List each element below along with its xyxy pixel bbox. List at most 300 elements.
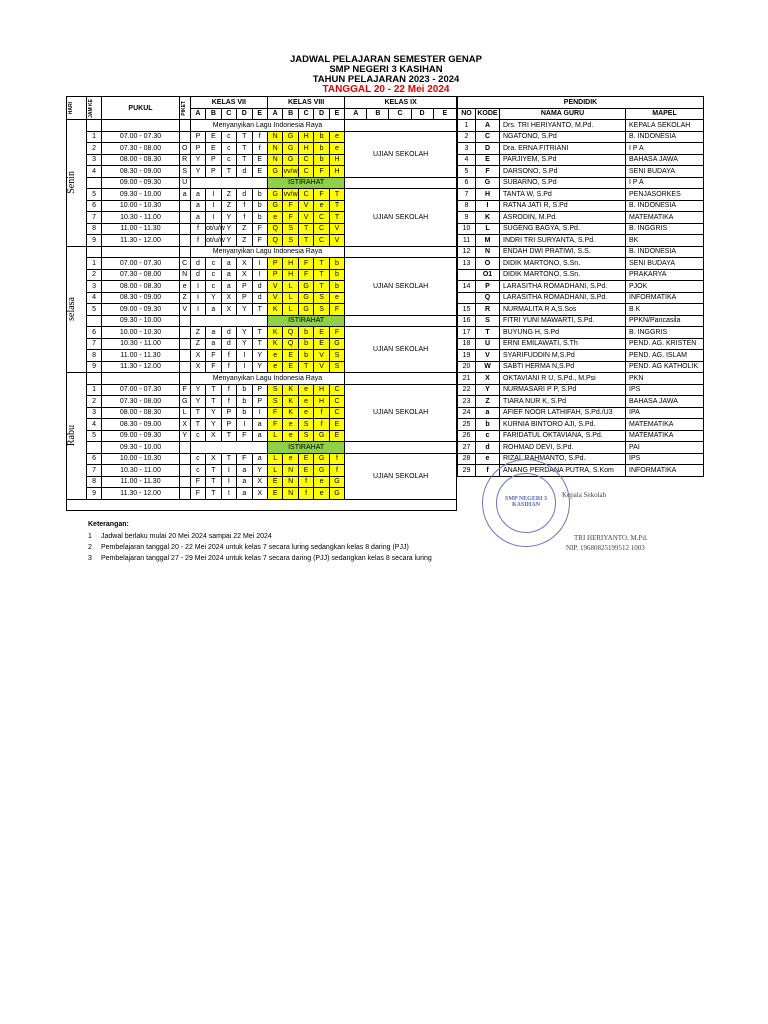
teacher-mapel: BAHASA JAWA xyxy=(626,154,704,166)
subject-code-cell: T xyxy=(298,361,313,373)
piket-cell: a xyxy=(179,189,190,201)
jam-cell: 7 xyxy=(86,465,101,477)
teacher-no: 4 xyxy=(458,154,476,166)
teacher-mapel: B. INGGRIS xyxy=(626,223,704,235)
subject-code-cell: P xyxy=(190,131,205,143)
subject-code-cell: F xyxy=(298,258,313,270)
col-nama: NAMA GURU xyxy=(500,108,626,120)
subject-code-cell: X xyxy=(206,430,221,442)
pukul-cell: 10.00 - 10.30 xyxy=(102,200,179,212)
subject-code-cell: T xyxy=(252,304,267,316)
teacher-nama: DIDIK MARTONO, S.Sn. xyxy=(500,269,626,281)
subject-code-cell: Y xyxy=(221,212,236,224)
teacher-nama: ANANG PERDANA PUTRA, S.Kom xyxy=(500,465,626,477)
subject-code-cell: E xyxy=(283,361,298,373)
pukul-cell: 10.30 - 11.00 xyxy=(102,212,179,224)
class-letter: B xyxy=(367,108,389,120)
teacher-kode: Y xyxy=(476,384,500,396)
subject-code-cell: F xyxy=(283,200,298,212)
break-k9 xyxy=(345,442,457,454)
subject-code-cell: P xyxy=(267,258,282,270)
subject-code-cell: X xyxy=(252,488,267,500)
teacher-no: 22 xyxy=(458,384,476,396)
subject-code-cell: E xyxy=(329,430,344,442)
subject-code-cell: E xyxy=(206,143,221,155)
subject-code-cell: E xyxy=(314,338,329,350)
subject-code-cell: Y xyxy=(206,407,221,419)
teacher-no xyxy=(458,292,476,304)
pukul-cell: 09.30 - 10.00 xyxy=(102,189,179,201)
teacher-row xyxy=(458,143,704,155)
teacher-row xyxy=(458,154,704,166)
piket-cell xyxy=(179,453,190,465)
teacher-no: 1 xyxy=(458,120,476,132)
kelas9-blank xyxy=(345,246,457,258)
class-letter: E xyxy=(252,108,267,120)
break-k7 xyxy=(190,442,267,454)
subject-code-cell: I xyxy=(190,304,205,316)
subject-code-cell: F xyxy=(206,361,221,373)
jam-cell xyxy=(86,373,101,385)
teacher-row xyxy=(458,131,704,143)
subject-code-cell: N xyxy=(283,488,298,500)
teacher-no: 5 xyxy=(458,166,476,178)
teacher-row xyxy=(458,200,704,212)
break-note: ISTIRAHAT xyxy=(267,177,344,189)
subject-code-cell: T xyxy=(329,212,344,224)
subject-code-cell: f xyxy=(329,453,344,465)
teacher-mapel: PEND. AG. KRISTEN xyxy=(626,338,704,350)
class-letter: D xyxy=(237,108,252,120)
subject-code-cell: b xyxy=(314,131,329,143)
title-line-3: TAHUN PELAJARAN 2023 - 2024 xyxy=(312,74,460,85)
pukul-cell: 11.30 - 12.00 xyxy=(102,488,179,500)
piket-cell xyxy=(179,442,190,454)
teacher-kode: L xyxy=(476,223,500,235)
teacher-mapel: INFORMATIKA xyxy=(626,292,704,304)
teacher-mapel: PAI xyxy=(626,442,704,454)
teacher-mapel: MATEMATIKA xyxy=(626,212,704,224)
teacher-row xyxy=(458,235,704,247)
subject-code-cell: N xyxy=(267,131,282,143)
teacher-kode: c xyxy=(476,430,500,442)
subject-code-cell: e xyxy=(267,361,282,373)
pukul-cell: 08.30 - 09.00 xyxy=(102,166,179,178)
subject-code-cell: C xyxy=(298,189,313,201)
subject-code-cell: G xyxy=(267,166,282,178)
subject-code-cell: T xyxy=(190,407,205,419)
teacher-kode: T xyxy=(476,327,500,339)
subject-code-cell: S xyxy=(283,235,298,247)
teacher-nama: ERNI EMILAWATI, S.Th xyxy=(500,338,626,350)
teacher-nama: TIARA NUR K, S.Pd xyxy=(500,396,626,408)
subject-code-cell: H xyxy=(329,154,344,166)
subject-code-cell: T xyxy=(298,235,313,247)
teacher-nama: NURMALITA R A,S.Sos xyxy=(500,304,626,316)
subject-code-cell: e xyxy=(298,407,313,419)
subject-code-cell: b xyxy=(314,154,329,166)
teacher-mapel: PJOK xyxy=(626,281,704,293)
subject-code-cell: a xyxy=(221,281,236,293)
subject-code-cell: I xyxy=(252,269,267,281)
subject-code-cell: I xyxy=(206,200,221,212)
subject-code-cell: a xyxy=(190,212,205,224)
exam-note: UJIAN SEKOLAH xyxy=(345,453,457,499)
jam-cell: 9 xyxy=(86,361,101,373)
exam-note: UJIAN SEKOLAH xyxy=(345,258,457,316)
subject-code-cell: Y xyxy=(221,223,236,235)
jam-cell xyxy=(86,120,101,132)
col-jam-label: JAM KE xyxy=(87,98,94,118)
col-kelas7: KELAS VII xyxy=(190,97,267,109)
teacher-mapel: PKN xyxy=(626,373,704,385)
break-note: ISTIRAHAT xyxy=(267,315,344,327)
subject-code-cell: b xyxy=(329,258,344,270)
subject-code-cell: G xyxy=(298,304,313,316)
subject-code-cell: K xyxy=(283,396,298,408)
teacher-no: 24 xyxy=(458,407,476,419)
subject-code-cell: V xyxy=(314,350,329,362)
subject-code-cell: d xyxy=(252,292,267,304)
class-letter: B xyxy=(283,108,298,120)
teacher-kode: f xyxy=(476,465,500,477)
teacher-kode: M xyxy=(476,235,500,247)
teacher-row xyxy=(458,442,704,454)
subject-code-cell: F xyxy=(314,166,329,178)
col-pendidik: PENDIDIK xyxy=(458,97,704,109)
subject-code-cell: C xyxy=(298,166,313,178)
subject-code-cell: Y xyxy=(206,292,221,304)
teacher-nama: FARIDATUL OKTAVIANA, S.Pd. xyxy=(500,430,626,442)
anthem-row xyxy=(67,120,457,132)
jam-cell: 8 xyxy=(86,476,101,488)
subject-code-cell: S xyxy=(267,396,282,408)
subject-code-cell: f xyxy=(237,200,252,212)
break-k9 xyxy=(345,315,457,327)
subject-code-cell: G xyxy=(283,154,298,166)
teacher-no: 12 xyxy=(458,246,476,258)
subject-code-cell: Q xyxy=(267,235,282,247)
subject-code-cell: d xyxy=(252,281,267,293)
subject-code-cell: G xyxy=(314,465,329,477)
subject-code-cell: a xyxy=(190,200,205,212)
jam-cell: 3 xyxy=(86,154,101,166)
subject-code-cell: P xyxy=(237,292,252,304)
teacher-kode: A xyxy=(476,120,500,132)
teacher-kode: W xyxy=(476,361,500,373)
subject-code-cell: c xyxy=(221,131,236,143)
class-letter: D xyxy=(314,108,329,120)
teacher-mapel: B K xyxy=(626,304,704,316)
teacher-kode: H xyxy=(476,189,500,201)
subject-code-cell: I xyxy=(252,407,267,419)
teacher-no: 27 xyxy=(458,442,476,454)
subject-code-cell: C xyxy=(298,154,313,166)
pukul-cell: 11.00 - 11.30 xyxy=(102,350,179,362)
subject-code-cell: f xyxy=(221,384,236,396)
piket-cell: X xyxy=(179,419,190,431)
subject-code-cell: F xyxy=(190,476,205,488)
subject-code-cell: I xyxy=(252,258,267,270)
subject-code-cell: f xyxy=(298,488,313,500)
teacher-row xyxy=(458,338,704,350)
filler-cell xyxy=(67,499,457,511)
teacher-mapel: B. INDONESIA xyxy=(626,246,704,258)
pukul-cell: 07.30 - 08.00 xyxy=(102,143,179,155)
teacher-mapel: KEPALA SEKOLAH xyxy=(626,120,704,132)
pukul-cell: 10.30 - 11.00 xyxy=(102,338,179,350)
subject-code-cell: X xyxy=(252,476,267,488)
break-row xyxy=(67,442,457,454)
jam-cell: 6 xyxy=(86,453,101,465)
teacher-row xyxy=(458,304,704,316)
subject-code-cell: Z xyxy=(190,338,205,350)
piket-cell xyxy=(179,338,190,350)
subject-code-cell: b xyxy=(237,384,252,396)
teacher-subheader-row xyxy=(458,108,704,120)
subject-code-cell: F xyxy=(190,488,205,500)
notes-title: Keterangan: xyxy=(88,521,129,528)
subject-code-cell: c xyxy=(206,258,221,270)
subject-code-cell: S xyxy=(314,304,329,316)
teacher-kode: Q xyxy=(476,292,500,304)
teacher-no: 18 xyxy=(458,338,476,350)
subject-code-cell: G xyxy=(298,292,313,304)
pukul-cell xyxy=(102,246,179,258)
teacher-mapel: IPS xyxy=(626,453,704,465)
subject-code-cell: T xyxy=(314,269,329,281)
subject-code-cell: I xyxy=(221,488,236,500)
teacher-nama: Drs. TRI HERIYANTO, M.Pd. xyxy=(500,120,626,132)
jam-cell: 4 xyxy=(86,166,101,178)
teacher-row xyxy=(458,258,704,270)
class-letter: A xyxy=(345,108,367,120)
subject-code-cell: T xyxy=(298,223,313,235)
teacher-mapel: MATEMATIKA xyxy=(626,430,704,442)
teacher-mapel: INFORMATIKA xyxy=(626,465,704,477)
subject-code-cell: T xyxy=(314,281,329,293)
subject-code-cell: L xyxy=(267,465,282,477)
teacher-nama: DIDIK MARTONO, S.Sn. xyxy=(500,258,626,270)
subject-code-cell: I xyxy=(206,189,221,201)
piket-cell: e xyxy=(179,281,190,293)
subject-code-cell: b xyxy=(298,338,313,350)
teacher-kode: D xyxy=(476,143,500,155)
anthem-note: Menyanyikan Lagu Indonesia Raya xyxy=(190,373,345,385)
piket-cell: O xyxy=(179,143,190,155)
teacher-row xyxy=(458,246,704,258)
piket-cell xyxy=(179,476,190,488)
subject-code-cell: G xyxy=(298,281,313,293)
subject-code-cell: S xyxy=(298,419,313,431)
exam-note: UJIAN SEKOLAH xyxy=(345,384,457,442)
subject-code-cell: X xyxy=(190,361,205,373)
pukul-cell: 07.30 - 08.00 xyxy=(102,396,179,408)
teacher-mapel: I P A xyxy=(626,143,704,155)
subject-code-cell: f xyxy=(252,131,267,143)
subject-code-cell: L xyxy=(283,304,298,316)
subject-code-cell: F xyxy=(329,327,344,339)
subject-code-cell: T xyxy=(221,453,236,465)
subject-code-cell: ot/u/w xyxy=(206,235,221,247)
subject-code-cell: f xyxy=(221,350,236,362)
subject-code-cell: f xyxy=(190,223,205,235)
teacher-kode: X xyxy=(476,373,500,385)
teacher-nama: Dra. ERNA FITRIANI xyxy=(500,143,626,155)
pukul-cell: 09.00 - 09.30 xyxy=(102,430,179,442)
jam-cell: 6 xyxy=(86,200,101,212)
subject-code-cell: I xyxy=(221,465,236,477)
day-cell xyxy=(67,246,87,373)
jam-cell: 9 xyxy=(86,235,101,247)
subject-code-cell: Y xyxy=(237,327,252,339)
subject-code-cell: E xyxy=(329,419,344,431)
subject-code-cell: K xyxy=(267,327,282,339)
subject-code-cell: I xyxy=(206,212,221,224)
class-letter: A xyxy=(267,108,282,120)
pukul-cell: 11.30 - 12.00 xyxy=(102,235,179,247)
teacher-kode: a xyxy=(476,407,500,419)
subject-code-cell: c xyxy=(190,430,205,442)
subject-code-cell: Y xyxy=(237,304,252,316)
subject-code-cell: K xyxy=(283,384,298,396)
teacher-table xyxy=(457,96,704,477)
anthem-note: Menyanyikan Lagu Indonesia Raya xyxy=(190,246,345,258)
class-letter: E xyxy=(433,108,456,120)
subject-code-cell: c xyxy=(206,281,221,293)
subject-code-cell: P xyxy=(221,407,236,419)
subject-code-cell: e xyxy=(283,419,298,431)
pukul-cell: 08.30 - 09.00 xyxy=(102,419,179,431)
subject-code-cell: f xyxy=(314,419,329,431)
teacher-mapel: B. INGGRIS xyxy=(626,327,704,339)
jam-cell: 2 xyxy=(86,143,101,155)
subject-code-cell: Y xyxy=(206,419,221,431)
teacher-nama: DARSONO, S.Pd xyxy=(500,166,626,178)
pukul-cell: 10.30 - 11.00 xyxy=(102,465,179,477)
class-letter: D xyxy=(411,108,433,120)
teacher-nama: BUYUNG H, S.Pd xyxy=(500,327,626,339)
teacher-nama: INDRI TRI SURYANTA, S.Pd. xyxy=(500,235,626,247)
teacher-no: 17 xyxy=(458,327,476,339)
jam-cell: 6 xyxy=(86,327,101,339)
teacher-no: 11 xyxy=(458,235,476,247)
piket-cell xyxy=(179,246,190,258)
exam-note: UJIAN SEKOLAH xyxy=(345,131,457,177)
kelas9-blank xyxy=(345,120,457,132)
piket-cell: S xyxy=(179,166,190,178)
subject-code-cell: T xyxy=(206,488,221,500)
subject-code-cell: E xyxy=(252,166,267,178)
col-kelas8: KELAS VIII xyxy=(267,97,344,109)
piket-cell xyxy=(179,315,190,327)
pukul-cell: 09.00 - 09.30 xyxy=(102,177,179,189)
note-number: 3 xyxy=(88,555,92,562)
teacher-no: 26 xyxy=(458,430,476,442)
subject-code-cell: H xyxy=(298,143,313,155)
subject-code-cell: C xyxy=(329,396,344,408)
subject-code-cell: a xyxy=(206,304,221,316)
col-piket xyxy=(179,97,190,120)
note-number: 1 xyxy=(88,533,92,540)
anthem-row xyxy=(67,373,457,385)
col-no: NO xyxy=(458,108,476,120)
teacher-row xyxy=(458,292,704,304)
subject-code-cell: C xyxy=(314,223,329,235)
subject-code-cell: C xyxy=(329,407,344,419)
subject-code-cell: b xyxy=(298,327,313,339)
teacher-nama: NURMASARI P P, S.Pd xyxy=(500,384,626,396)
class-letter: E xyxy=(329,108,344,120)
subject-code-cell: a xyxy=(221,258,236,270)
subject-code-cell: E xyxy=(283,350,298,362)
subject-code-cell: b xyxy=(329,269,344,281)
subject-code-cell: c xyxy=(190,453,205,465)
teacher-row xyxy=(458,212,704,224)
subject-code-cell: e xyxy=(267,212,282,224)
subject-code-cell: N xyxy=(267,154,282,166)
break-row xyxy=(67,315,457,327)
subject-code-cell: a xyxy=(237,488,252,500)
teacher-row xyxy=(458,453,704,465)
teacher-nama: AFIEF NOOR LATHIFAH, S.Pd./U3 xyxy=(500,407,626,419)
jam-cell: 2 xyxy=(86,396,101,408)
teacher-no: 2 xyxy=(458,131,476,143)
class-letter: C xyxy=(221,108,236,120)
subject-code-cell: b xyxy=(314,143,329,155)
teacher-kode: O xyxy=(476,258,500,270)
subject-code-cell: F xyxy=(252,223,267,235)
subject-code-cell: P xyxy=(206,166,221,178)
teacher-no: 29 xyxy=(458,465,476,477)
subject-code-cell: T xyxy=(206,396,221,408)
subject-code-cell: d xyxy=(190,258,205,270)
subject-code-cell: C xyxy=(314,212,329,224)
teacher-nama: SUBARNO, S.Pd xyxy=(500,177,626,189)
subject-code-cell: a xyxy=(252,430,267,442)
teacher-kode: e xyxy=(476,453,500,465)
subject-code-cell: a xyxy=(237,465,252,477)
subject-code-cell: Q xyxy=(283,338,298,350)
break-k7 xyxy=(190,177,267,189)
piket-cell: F xyxy=(179,384,190,396)
subject-code-cell: f xyxy=(221,396,236,408)
jam-cell xyxy=(86,246,101,258)
teacher-nama: SABTI HERMA N,S.Pd xyxy=(500,361,626,373)
subject-code-cell: c xyxy=(221,154,236,166)
subject-code-cell: V xyxy=(267,281,282,293)
subject-code-cell: T xyxy=(206,476,221,488)
teacher-mapel: PRAKARYA xyxy=(626,269,704,281)
subject-code-cell: d xyxy=(221,338,236,350)
subject-code-cell: Y xyxy=(252,350,267,362)
pukul-cell: 11.00 - 11.30 xyxy=(102,223,179,235)
subject-code-cell: N xyxy=(283,465,298,477)
pukul-cell: 07.00 - 07.30 xyxy=(102,131,179,143)
subject-code-cell: Z xyxy=(221,189,236,201)
subject-code-cell: Y xyxy=(237,338,252,350)
day-name: Senin xyxy=(66,171,77,195)
subject-code-cell: f xyxy=(252,143,267,155)
subject-code-cell: G xyxy=(283,143,298,155)
teacher-nama: LARASITHA ROMADHANI, S.Pd. xyxy=(500,281,626,293)
subject-code-cell: H xyxy=(314,384,329,396)
pukul-cell xyxy=(102,373,179,385)
col-pukul: PUKUL xyxy=(102,97,179,120)
teacher-kode: d xyxy=(476,442,500,454)
pukul-cell: 07.00 - 07.30 xyxy=(102,258,179,270)
teacher-row xyxy=(458,327,704,339)
